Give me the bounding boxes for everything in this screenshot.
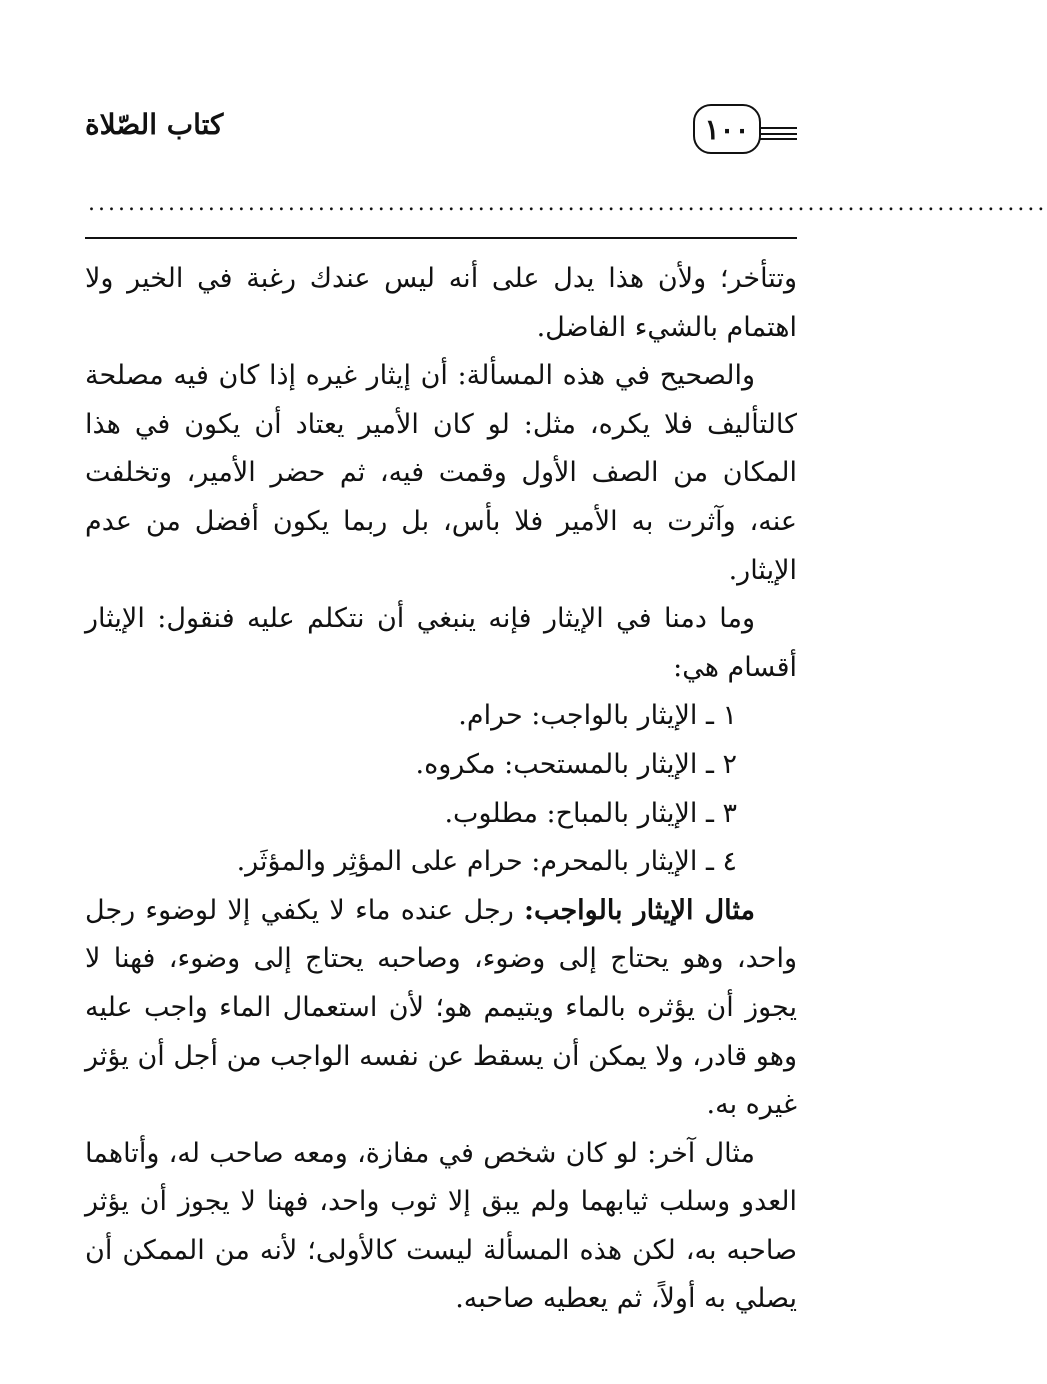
example-text: رجل عنده ماء لا يكفي إلا لوضوء رجل واحد، وهو يحتاج إلى وضوء، وصاحبه يحتاج إلى وضوء، فهنا لا يجوز أن يؤثره بالماء ويتيمم هو؛ لأن استعمال الماء واجب عليه وهو قادر، ولا يمكن أن يسقط عن نفسه الواجب من أجل أن يؤثر غيره به.	[84, 894, 797, 1121]
book-title: كتاب الصّلاة	[85, 108, 224, 141]
header-rule	[759, 138, 797, 140]
paragraph: والصحيح في هذه المسألة: أن إيثار غيره إذا كان فيه مصلحة كالتأليف فلا يكره، مثل: لو كان الأمير يعتاد أن يكون في هذا المكان من الصف الأول وقمت فيه، ثم حضر الأمير، وتخلفت عنه، وآثرت به الأمير فلا بأس، بل ربما يكون أفضل من عدم الإيثار.	[85, 360, 797, 586]
paragraph: وتتأخر؛ ولأن هذا يدل على أنه ليس عندك رغبة في الخير ولا اهتمام بالشيء الفاضل.	[85, 263, 797, 343]
paragraph: مثال آخر: لو كان شخص في مفازة، ومعه صاحب له، وأتاهما العدو وسلب ثيابهما ولم يبق إلا ثوب واحد، فهنا لا يجوز أن يؤثر صاحبه به، لكن هذه المسألة ليست كالأولى؛ لأنه من الممكن أن يصلي به أولاً، ثم يعطيه صاحبه.	[85, 1137, 797, 1315]
page-number: ١٠٠	[693, 104, 761, 154]
page-body	[85, 255, 797, 1324]
separator-line	[85, 237, 797, 239]
paragraph	[85, 887, 797, 1130]
example-label: مثال الإيثار بالواجب:	[523, 894, 755, 926]
list-item: ١ ـ الإيثار بالواجب: حرام.	[458, 700, 737, 732]
paragraph: وما دمنا في الإيثار فإنه ينبغي أن نتكلم عليه فنقول: الإيثار أقسام هي:	[85, 603, 797, 683]
header-rule	[759, 133, 797, 135]
list-item: ٣ ـ الإيثار بالمباح: مطلوب.	[444, 797, 737, 829]
list-item: ٤ ـ الإيثار بالمحرم: حرام على المؤثِر والمؤثَر.	[236, 846, 737, 878]
header-rule	[759, 127, 797, 129]
list-item: ٢ ـ الإيثار بالمستحب: مكروه.	[415, 748, 737, 780]
page-header	[85, 100, 797, 160]
list	[85, 692, 797, 886]
dotted-separator: ................................................................................................	[88, 191, 1047, 216]
